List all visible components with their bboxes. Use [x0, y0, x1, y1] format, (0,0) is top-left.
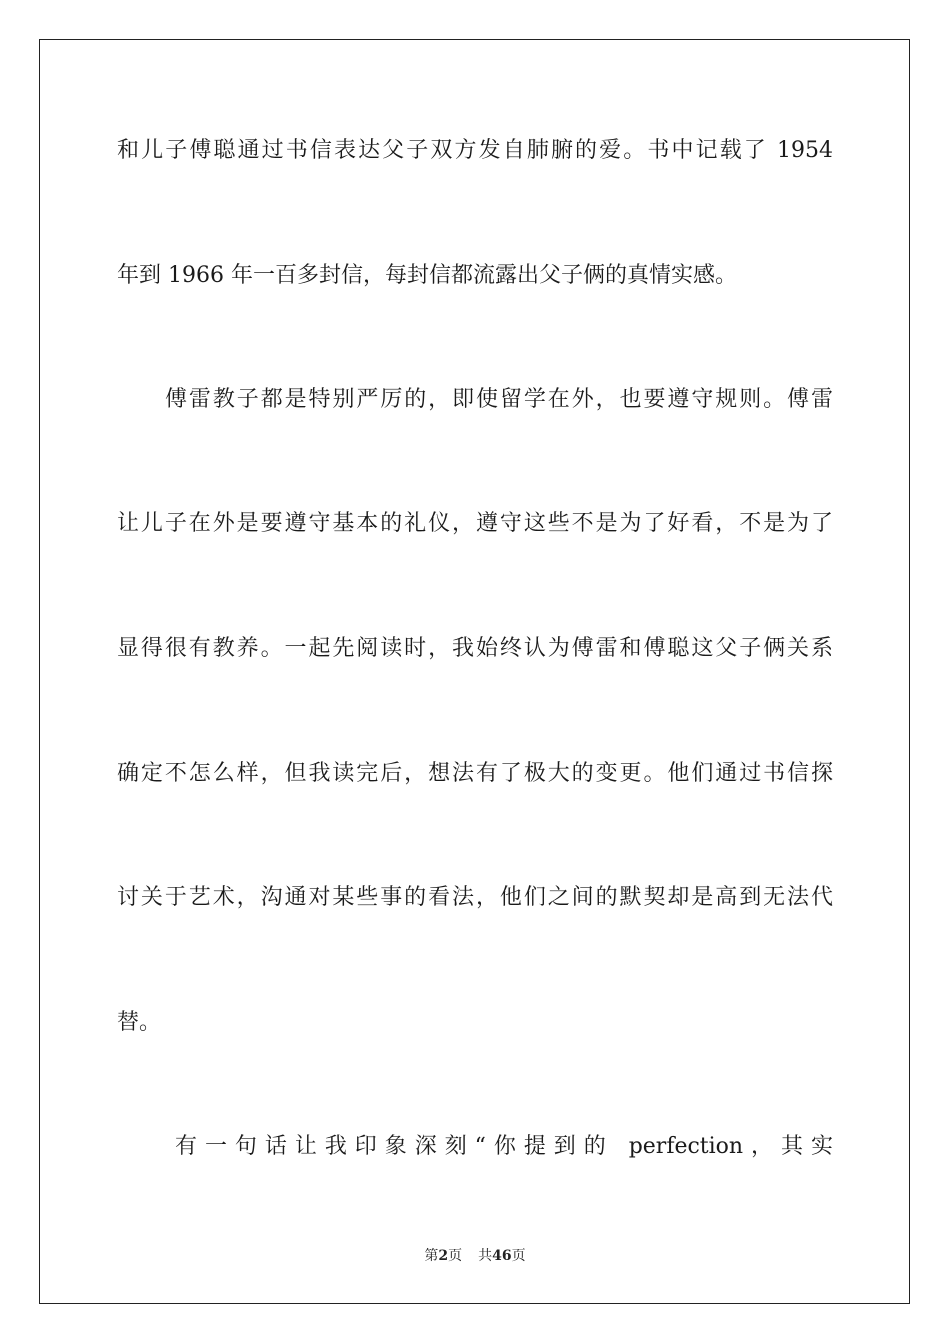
page-prefix: 第	[424, 1248, 439, 1264]
paragraph-line-5: 显得很有教养。一起先阅读时，我始终认为傅雷和傅聪这父子俩关系	[117, 636, 833, 661]
paragraph-line-7: 讨关于艺术，沟通对某些事的看法，他们之间的默契却是高到无法代	[117, 885, 833, 910]
page-footer	[0, 1246, 950, 1266]
paragraph-line-3: 傅雷教子都是特别严厉的，即使留学在外，也要遵守规则。傅雷	[165, 387, 833, 412]
page-suffix: 页	[448, 1248, 463, 1264]
paragraph-line-6: 确定不怎么样，但我读完后，想法有了极大的变更。他们通过书信探	[117, 761, 833, 786]
paragraph-line-1: 和儿子傅聪通过书信表达父子双方发自肺腑的爱。书中记载了 1954	[117, 138, 833, 163]
total-pages: 46	[492, 1248, 512, 1264]
total-suffix: 页	[511, 1248, 526, 1264]
total-prefix: 共	[478, 1248, 493, 1264]
page-number: 2	[438, 1248, 449, 1264]
page-border	[39, 39, 910, 1304]
paragraph-line-9: 有一句话让我印象深刻“你提到的 perfection，其实	[175, 1134, 833, 1159]
paragraph-line-8: 替。	[117, 1010, 162, 1035]
paragraph-line-4: 让儿子在外是要遵守基本的礼仪，遵守这些不是为了好看，不是为了	[117, 511, 833, 536]
paragraph-line-2: 年到 1966 年一百多封信，每封信都流露出父子俩的真情实感。	[117, 263, 737, 288]
